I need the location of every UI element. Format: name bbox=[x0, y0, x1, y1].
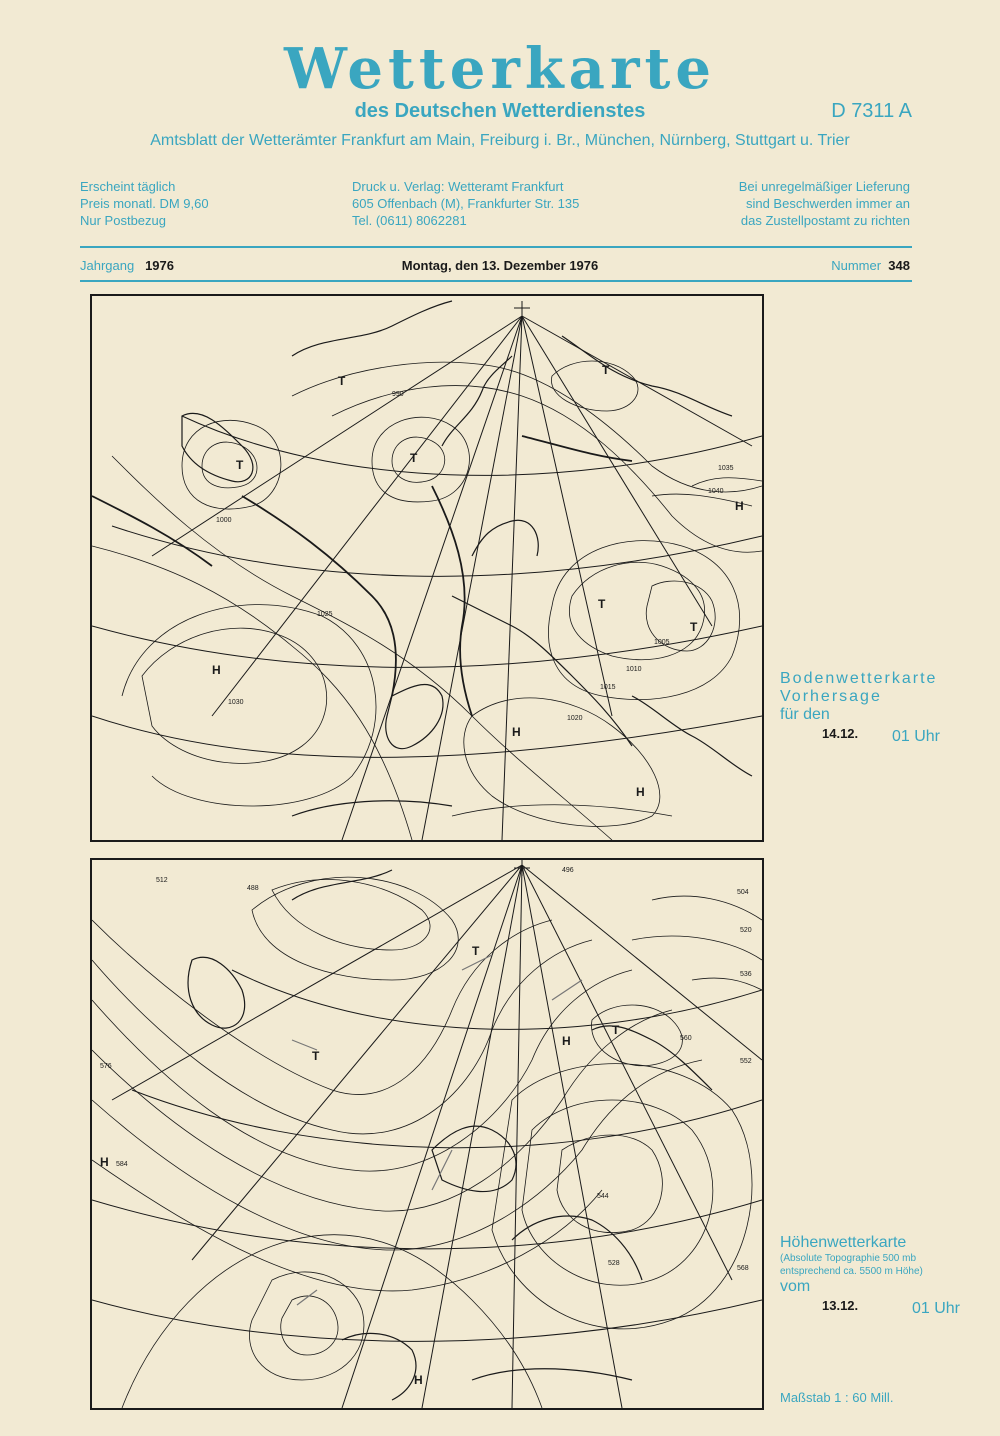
low-label: T bbox=[690, 620, 698, 634]
isobar-value: 1025 bbox=[317, 611, 333, 618]
contour-line bbox=[632, 936, 762, 960]
jahrgang-label: Jahrgang bbox=[80, 258, 135, 273]
coastline-france bbox=[512, 1216, 642, 1280]
caption-line: für den bbox=[780, 706, 830, 723]
jahrgang bbox=[80, 258, 174, 273]
caption-time: 01 Uhr bbox=[911, 1300, 960, 1317]
surface-forecast-map bbox=[90, 294, 764, 842]
contour-value: 576 bbox=[100, 1063, 112, 1070]
isobar-line bbox=[452, 805, 672, 816]
info-line: Preis monatl. DM 9,60 bbox=[80, 196, 209, 211]
contour-value: 568 bbox=[737, 1265, 749, 1272]
parallel-line bbox=[182, 416, 762, 475]
front-line bbox=[242, 496, 396, 696]
info-line: Bei unregelmäßiger Lieferung bbox=[738, 179, 910, 194]
contour-value: 488 bbox=[247, 885, 259, 892]
isobar-value: 1005 bbox=[654, 639, 670, 646]
info-line: Nur Postbezug bbox=[80, 213, 166, 228]
meridian-line bbox=[212, 316, 522, 716]
upper-air-map-drawing bbox=[92, 860, 762, 1408]
contour-value: 536 bbox=[740, 971, 752, 978]
contour-line bbox=[92, 920, 552, 1095]
high-label: H bbox=[636, 785, 645, 799]
isobar-line bbox=[692, 478, 762, 486]
isobar-line bbox=[142, 628, 327, 763]
nummer-label: Nummer bbox=[831, 258, 882, 273]
coastline-turkey bbox=[632, 696, 752, 776]
isobar-value: 1010 bbox=[626, 666, 642, 673]
contour-value: 520 bbox=[740, 927, 752, 934]
upper-air-map bbox=[90, 858, 764, 1410]
contour-line bbox=[252, 877, 458, 980]
surface-map-caption bbox=[780, 670, 960, 746]
info-line: sind Beschwerden immer an bbox=[745, 196, 910, 211]
meridian-line bbox=[522, 316, 712, 626]
meridian-line bbox=[512, 865, 522, 1408]
parallel-line bbox=[92, 1300, 762, 1341]
isobar-line bbox=[392, 437, 445, 482]
isobar-line bbox=[332, 386, 762, 553]
isobar-value: 1035 bbox=[718, 465, 734, 472]
low-label: T bbox=[236, 458, 244, 472]
caption-title: Bodenwetterkarte bbox=[780, 670, 938, 687]
high-label: H bbox=[212, 663, 221, 677]
contour-line bbox=[92, 1060, 702, 1250]
isobar-line bbox=[464, 698, 660, 827]
coastline-iberia bbox=[386, 684, 443, 748]
isobar-line bbox=[549, 541, 740, 700]
isobar-line bbox=[292, 362, 762, 492]
meridian-line bbox=[522, 316, 612, 716]
contour-line bbox=[272, 880, 430, 950]
high-label: H bbox=[512, 725, 521, 739]
high-label: H bbox=[100, 1155, 109, 1169]
info-line: das Zustellpostamt zu richten bbox=[740, 213, 910, 228]
meridian-line bbox=[342, 865, 522, 1408]
contour-value: 504 bbox=[737, 889, 749, 896]
low-label: T bbox=[472, 944, 480, 958]
isobar-line bbox=[122, 605, 376, 806]
parallel-line bbox=[92, 626, 762, 667]
meridian-line bbox=[342, 316, 522, 840]
info-mid bbox=[352, 178, 579, 229]
caption-date-row bbox=[780, 724, 960, 746]
map-scale: Maßstab 1 : 60 Mill. bbox=[780, 1390, 894, 1405]
issue-date: Montag, den 13. Dezember 1976 bbox=[401, 258, 599, 273]
info-line: Tel. (0611) 8062281 bbox=[352, 213, 467, 228]
isobar-value: 1015 bbox=[600, 684, 616, 691]
caption-time: 01 Uhr bbox=[891, 728, 940, 745]
coastline-north bbox=[562, 336, 732, 416]
coastline-europe-south bbox=[452, 596, 632, 746]
meridian-line bbox=[522, 865, 762, 1060]
caption-subtitle: entsprechend ca. 5500 m Höhe) bbox=[780, 1266, 923, 1277]
coastline-africa bbox=[472, 1369, 632, 1380]
parallel-line bbox=[92, 716, 762, 757]
coastline-greenland bbox=[292, 301, 452, 356]
low-label: T bbox=[338, 374, 346, 388]
amtsblatt-line: Amtsblatt der Wetterämter Frankfurt am Main, Freiburg i. Br., München, Nürnberg, Stuttgart u. Trier bbox=[150, 132, 850, 149]
isobar-line bbox=[569, 562, 704, 660]
caption-date: 13.12. bbox=[822, 1298, 859, 1313]
masthead-subtitle: des Deutschen Wetterdienstes bbox=[354, 100, 646, 122]
masthead-title: Wetterkarte bbox=[284, 36, 716, 102]
divider bbox=[80, 280, 912, 282]
coastline-greenland bbox=[292, 870, 392, 900]
contour-line bbox=[92, 1010, 672, 1211]
contour-value: 552 bbox=[740, 1058, 752, 1065]
caption-subtitle: Vorhersage bbox=[780, 688, 882, 705]
nummer-value: 348 bbox=[888, 258, 910, 273]
high-label: H bbox=[735, 499, 744, 513]
low-label: T bbox=[612, 1023, 620, 1037]
contour-line bbox=[692, 978, 762, 990]
contour-value: 584 bbox=[116, 1161, 128, 1168]
pole-marker bbox=[514, 860, 530, 876]
pole-marker bbox=[514, 301, 530, 316]
high-label: H bbox=[562, 1034, 571, 1048]
meridian-line bbox=[522, 316, 752, 446]
low-label: T bbox=[312, 1049, 320, 1063]
surface-map-drawing bbox=[92, 296, 762, 840]
coastline-iberia bbox=[342, 1333, 416, 1400]
meridian-line bbox=[502, 316, 522, 840]
upper-air-map-caption bbox=[780, 1234, 980, 1318]
info-line: 605 Offenbach (M), Frankfurter Str. 135 bbox=[352, 196, 580, 211]
contour-line bbox=[249, 1272, 363, 1380]
info-line: Erscheint täglich bbox=[80, 179, 176, 194]
contour-value: 544 bbox=[597, 1193, 609, 1200]
publication-code: D 7311 A bbox=[831, 100, 912, 122]
isobar-value: 990 bbox=[392, 391, 404, 398]
isobar-line bbox=[372, 417, 469, 502]
low-label: T bbox=[410, 451, 418, 465]
wind-arrow bbox=[297, 1290, 317, 1305]
isobar-value: 1030 bbox=[228, 699, 244, 706]
contour-line bbox=[652, 896, 762, 920]
contour-value: 496 bbox=[562, 867, 574, 874]
caption-date-row bbox=[780, 1296, 980, 1318]
contour-line bbox=[92, 970, 632, 1171]
coastline-norway bbox=[442, 356, 512, 446]
isobar-value: 1020 bbox=[567, 715, 583, 722]
jahrgang-value: 1976 bbox=[145, 258, 174, 273]
contour-value: 512 bbox=[156, 877, 168, 884]
divider bbox=[80, 246, 912, 248]
low-label: T bbox=[602, 363, 610, 377]
info-line: Druck u. Verlag: Wetteramt Frankfurt bbox=[352, 179, 564, 194]
nummer bbox=[831, 258, 910, 273]
front-line bbox=[522, 436, 632, 461]
contour-line bbox=[92, 940, 592, 1134]
contour-line bbox=[557, 1135, 662, 1233]
meridian-line bbox=[152, 316, 522, 556]
meridian-line bbox=[112, 865, 522, 1100]
contour-value: 560 bbox=[680, 1035, 692, 1042]
caption-line: vom bbox=[780, 1278, 811, 1295]
low-label: T bbox=[598, 597, 606, 611]
caption-subtitle: (Absolute Topographie 500 mb bbox=[780, 1253, 917, 1264]
isobar-value: 1000 bbox=[216, 517, 232, 524]
isobar-value: 1040 bbox=[708, 488, 724, 495]
caption-date: 14.12. bbox=[822, 726, 859, 741]
contour-line bbox=[522, 1100, 713, 1285]
meridian-line bbox=[422, 316, 522, 840]
contour-line bbox=[281, 1296, 338, 1355]
info-left bbox=[80, 178, 209, 229]
caption-title: Höhenwetterkarte bbox=[780, 1234, 907, 1251]
isobar-line bbox=[92, 546, 412, 840]
info-right bbox=[739, 178, 910, 229]
parallel-line bbox=[112, 526, 762, 576]
coastline-iceland bbox=[188, 957, 245, 1028]
parallel-line bbox=[132, 1090, 762, 1148]
high-label: H bbox=[414, 1373, 423, 1387]
contour-value: 528 bbox=[608, 1260, 620, 1267]
meridian-line bbox=[192, 865, 522, 1260]
